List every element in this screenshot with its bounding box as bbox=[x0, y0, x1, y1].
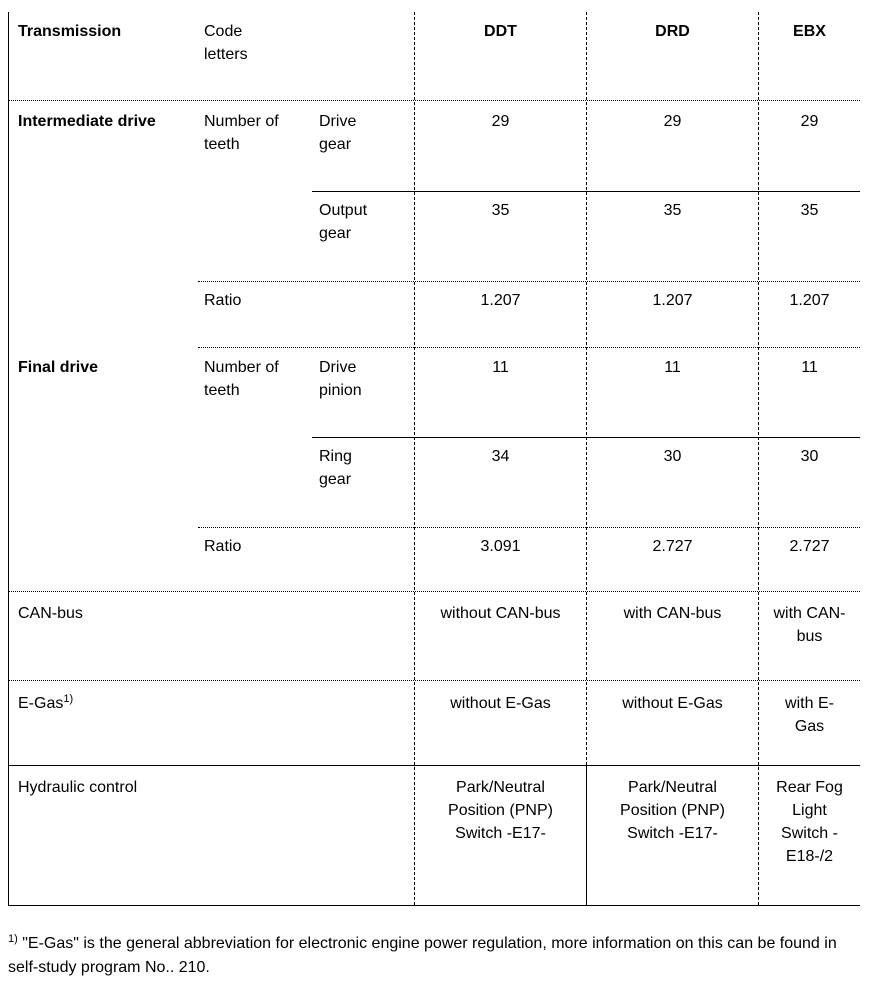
table-bottom-border bbox=[8, 905, 860, 906]
canbus-ddt: without CAN-bus bbox=[440, 605, 561, 622]
footnote bbox=[8, 932, 868, 980]
header-transmission: Transmission bbox=[18, 23, 122, 40]
hydraulic-drd: Park/Neutral Position (PNP) Switch -E17- bbox=[620, 779, 725, 842]
egas-ddt: without E-Gas bbox=[450, 695, 551, 712]
row-line-canbus bbox=[8, 680, 860, 681]
header-ddt: DDT bbox=[484, 23, 517, 40]
row-line-egas bbox=[8, 765, 860, 766]
intermediate-teeth-label: Number of teeth bbox=[204, 113, 279, 153]
egas-label: E-Gas bbox=[18, 695, 64, 712]
row-line-pinion bbox=[312, 437, 860, 438]
hydraulic-ebx: Rear Fog Light Switch - E18-/2 bbox=[776, 779, 843, 865]
header-code-letters: Code letters bbox=[204, 23, 248, 63]
row-line-ratio-2 bbox=[8, 591, 860, 592]
row-line-ratio-1 bbox=[198, 347, 860, 348]
row-line-ring-gear bbox=[198, 527, 860, 528]
final-ratio-label: Ratio bbox=[204, 538, 242, 555]
ring-gear-ebx: 30 bbox=[800, 448, 819, 465]
drive-pinion-label: Drive pinion bbox=[319, 359, 362, 399]
output-gear-label: Output gear bbox=[319, 202, 368, 242]
ring-gear-ddt: 34 bbox=[491, 448, 510, 465]
footnote-text: "E-Gas" is the general abbreviation for electronic engine power regulation, more information on this can be found in self-study program No.. 210. bbox=[8, 935, 837, 976]
egas-footnote-mark: 1) bbox=[63, 693, 74, 705]
drive-pinion-drd: 11 bbox=[664, 359, 681, 376]
intermediate-ratio-ddt: 1.207 bbox=[480, 292, 521, 309]
final-drive-label: Final drive bbox=[18, 359, 99, 376]
final-teeth-label: Number of teeth bbox=[204, 359, 279, 399]
drive-gear-ddt: 29 bbox=[491, 113, 510, 130]
drive-gear-label: Drive gear bbox=[319, 113, 357, 153]
intermediate-drive-label: Intermediate drive bbox=[18, 113, 156, 130]
output-gear-drd: 35 bbox=[663, 202, 682, 219]
footnote-mark: 1) bbox=[8, 933, 18, 945]
intermediate-ratio-ebx: 1.207 bbox=[789, 292, 830, 309]
drive-gear-drd: 29 bbox=[663, 113, 682, 130]
intermediate-ratio-drd: 1.207 bbox=[652, 292, 693, 309]
drive-gear-ebx: 29 bbox=[800, 113, 819, 130]
canbus-drd: with CAN-bus bbox=[623, 605, 722, 622]
header-drd: DRD bbox=[655, 23, 690, 40]
final-ratio-ddt: 3.091 bbox=[480, 538, 521, 555]
row-line-header bbox=[8, 100, 860, 101]
canbus-label: CAN-bus bbox=[18, 605, 83, 622]
drive-pinion-ddt: 11 bbox=[492, 359, 509, 376]
ring-gear-label: Ring gear bbox=[319, 448, 352, 488]
drive-pinion-ebx: 11 bbox=[801, 359, 818, 376]
header-ebx: EBX bbox=[793, 23, 826, 40]
egas-drd: without E-Gas bbox=[622, 695, 723, 712]
output-gear-ebx: 35 bbox=[800, 202, 819, 219]
row-line-output-gear bbox=[198, 281, 860, 282]
output-gear-ddt: 35 bbox=[491, 202, 510, 219]
egas-ebx: with E- Gas bbox=[785, 695, 834, 735]
egas-label-cell bbox=[18, 692, 73, 715]
final-ratio-ebx: 2.727 bbox=[789, 538, 830, 555]
intermediate-ratio-label: Ratio bbox=[204, 292, 242, 309]
hydraulic-ddt: Park/Neutral Position (PNP) Switch -E17- bbox=[448, 779, 553, 842]
row-line-drive-gear bbox=[312, 191, 860, 192]
ring-gear-drd: 30 bbox=[663, 448, 682, 465]
table-left-border bbox=[8, 12, 9, 905]
hydraulic-label: Hydraulic control bbox=[18, 779, 138, 796]
final-ratio-drd: 2.727 bbox=[652, 538, 693, 555]
canbus-ebx: with CAN- bus bbox=[773, 605, 846, 645]
